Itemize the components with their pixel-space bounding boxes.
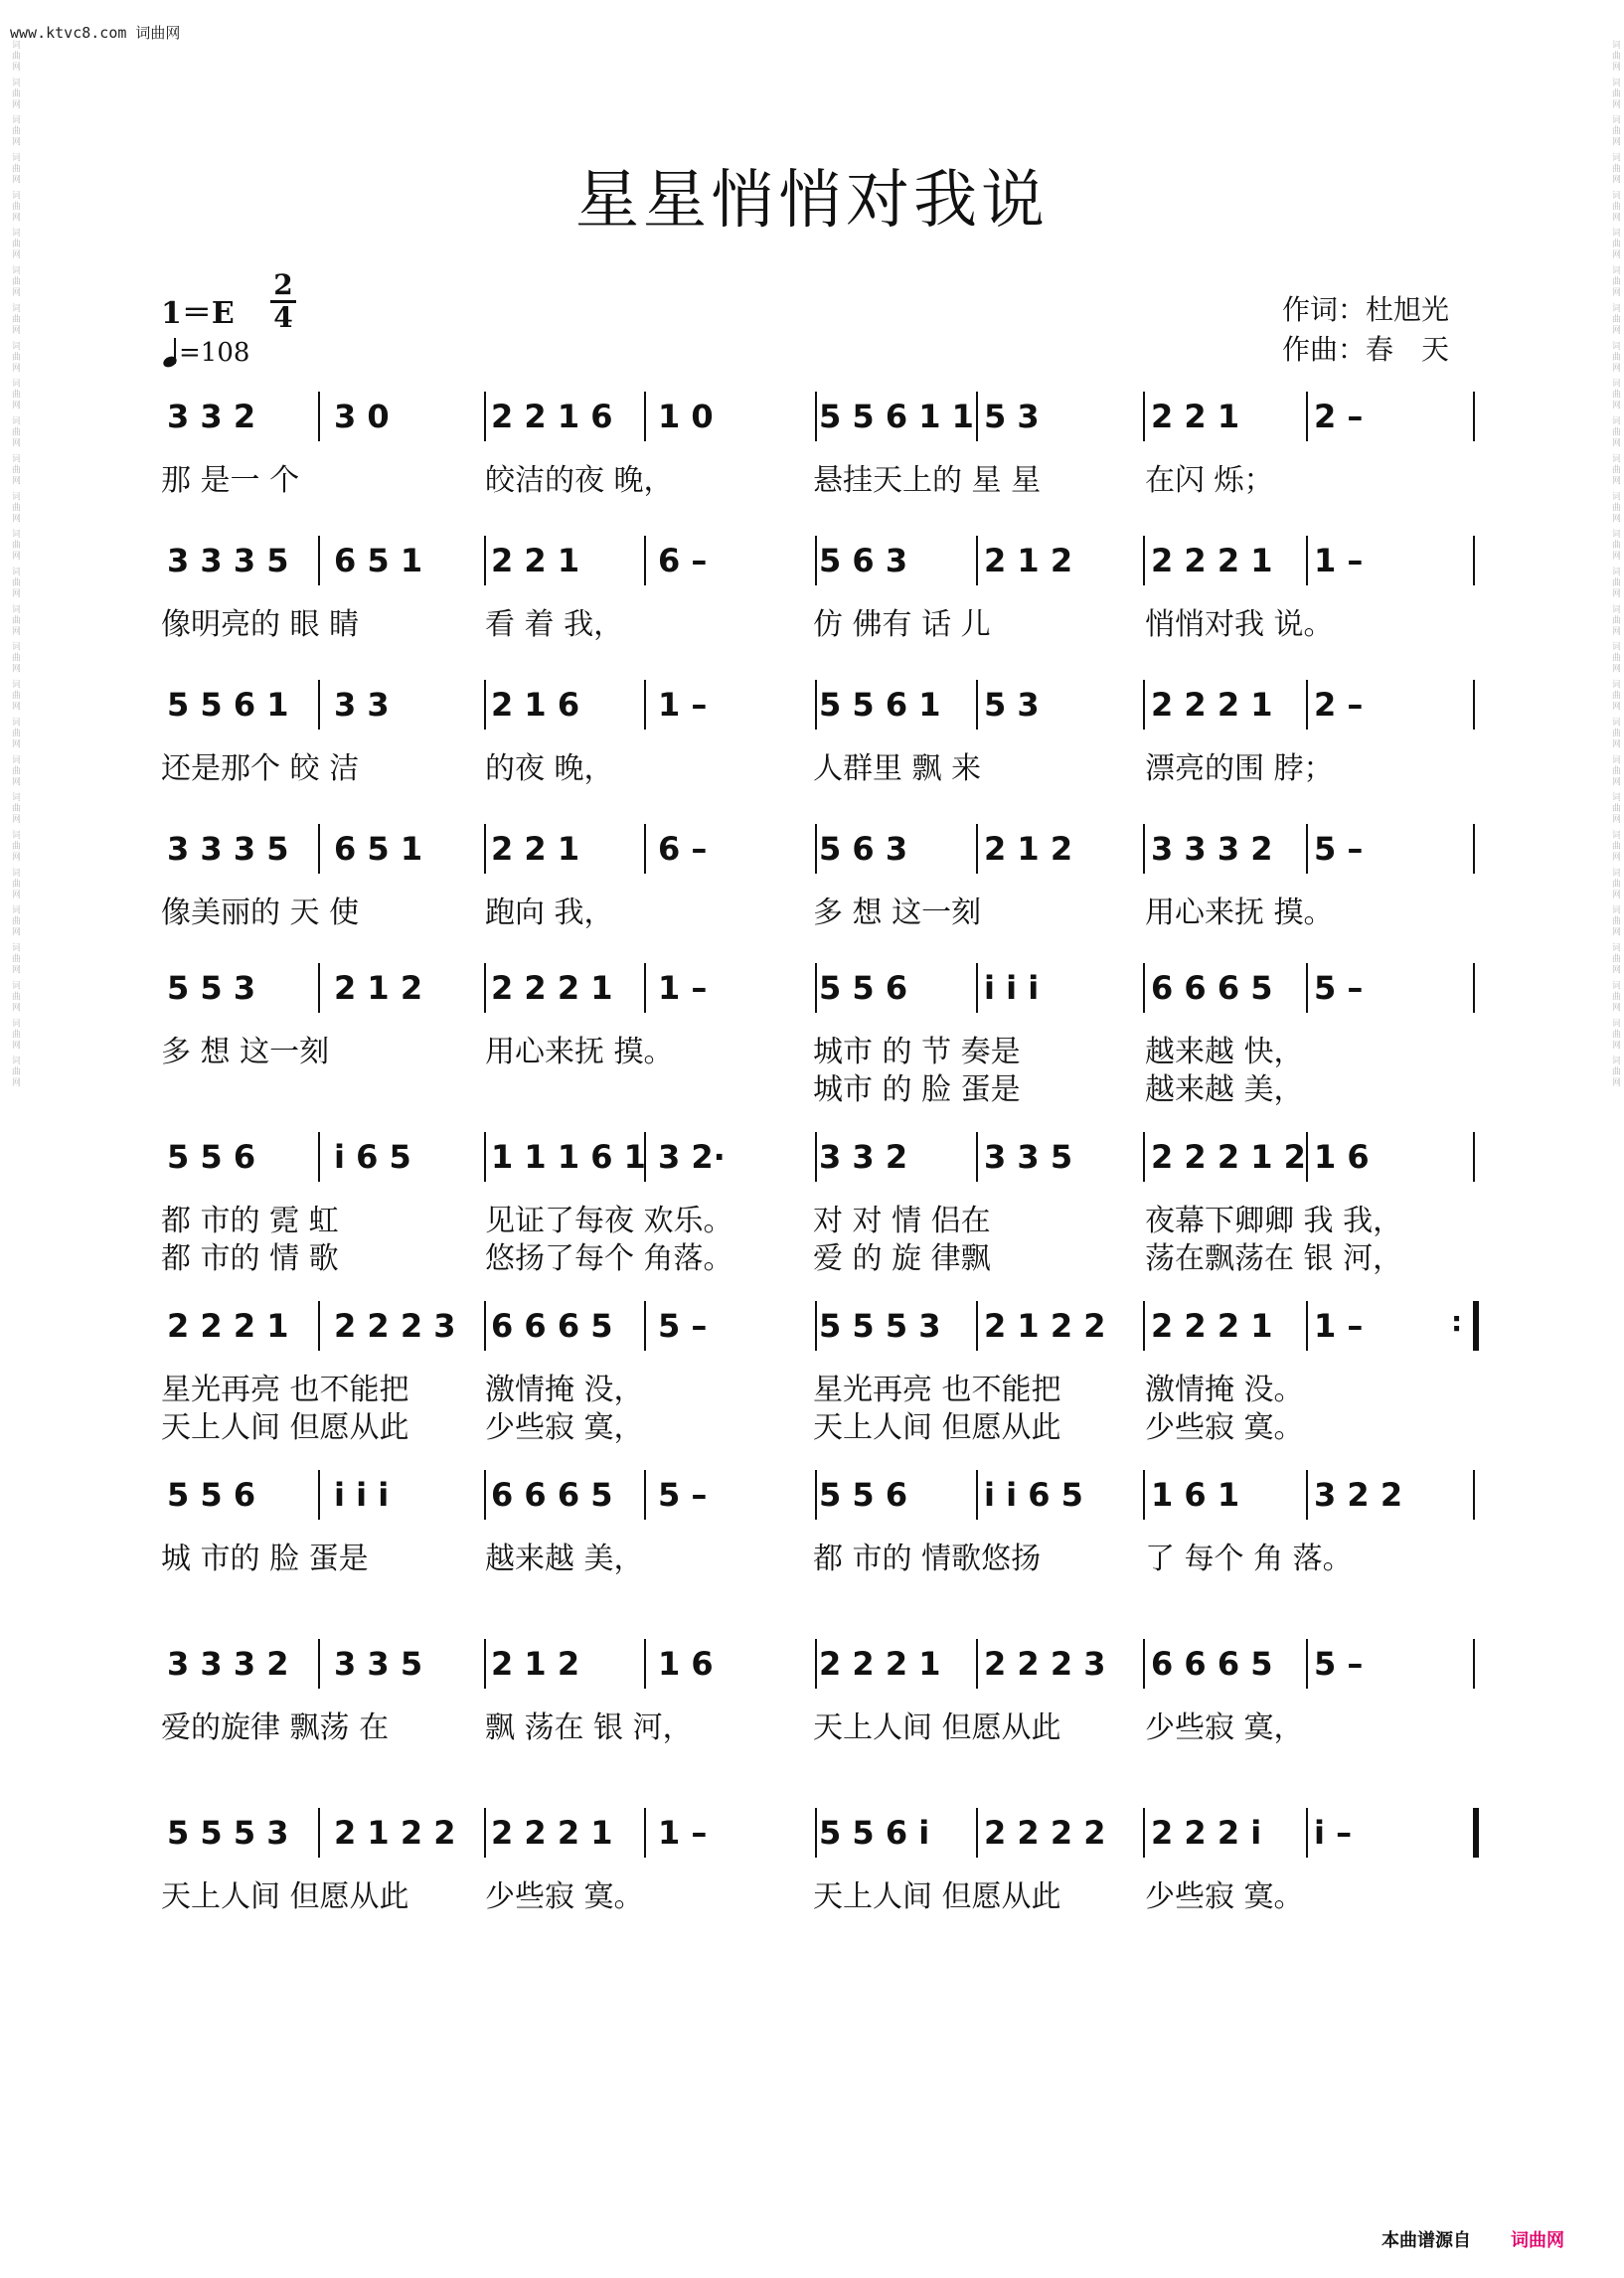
measure: 5 3 xyxy=(984,398,1040,435)
measure: 5 5 6 xyxy=(819,969,908,1007)
barline xyxy=(484,824,486,874)
lyric-line: 像明亮的 眼 睛 xyxy=(161,607,360,642)
measure: 6 6 6 5 xyxy=(491,1307,613,1345)
measure: 5 – xyxy=(658,1307,708,1345)
measure: 2 2 2 3 xyxy=(334,1307,456,1345)
lyric-line: 用心来抚 摸。 xyxy=(1145,895,1334,930)
measure: 5 5 6 xyxy=(167,1476,256,1514)
footer-source-text: 本曲谱源自 xyxy=(1381,2230,1471,2251)
barline xyxy=(1473,824,1475,874)
lyric-line: 看 着 我， xyxy=(485,607,624,642)
barline xyxy=(1473,680,1475,730)
measure: i – xyxy=(1314,1814,1353,1852)
measure: 2 2 2 3 xyxy=(984,1645,1106,1683)
barline xyxy=(1143,1639,1145,1689)
time-signature-bottom: 4 xyxy=(273,301,293,334)
measure: 1 6 1 xyxy=(1151,1476,1240,1514)
lyric-line: 多 想 这一刻 xyxy=(161,1035,330,1069)
measure: 5 5 6 i xyxy=(819,1814,930,1852)
measure: 5 – xyxy=(658,1476,708,1514)
lyric-line: 都 市的 情歌悠扬 xyxy=(813,1542,1042,1576)
measure: 2 1 2 2 xyxy=(984,1307,1106,1345)
measure: 2 1 2 2 xyxy=(334,1814,456,1852)
measure: 2 – xyxy=(1314,398,1364,435)
measure: i i i xyxy=(984,969,1040,1007)
measure: 3 3 3 2 xyxy=(167,1645,289,1683)
measure: 2 2 2 1 xyxy=(1151,1307,1273,1345)
measure: 3 3 3 2 xyxy=(1151,830,1273,868)
lyric-line: 少些寂 寞， xyxy=(1145,1710,1304,1745)
barline xyxy=(815,392,817,441)
lyric-line: 飘 荡在 银 河， xyxy=(485,1710,693,1745)
lyric-line: 仿 佛有 话 儿 xyxy=(813,607,991,642)
barline xyxy=(1143,536,1145,585)
barline xyxy=(1473,536,1475,585)
measure: 1 6 xyxy=(1314,1138,1370,1176)
measure: 1 – xyxy=(1314,1307,1364,1345)
lyric-line: 皎洁的夜 晚， xyxy=(485,463,674,498)
lyric-line: 城 市的 脸 蛋是 xyxy=(161,1542,369,1576)
measure: 2 2 2 1 xyxy=(491,1814,613,1852)
lyric-line: 用心来抚 摸。 xyxy=(485,1035,674,1069)
barline xyxy=(484,392,486,441)
composer: 作曲：春 天 xyxy=(1282,333,1450,366)
quarter-note-icon xyxy=(161,338,179,368)
lyric-line: 还是那个 皎 洁 xyxy=(161,751,360,786)
measure: 3 3 5 xyxy=(984,1138,1073,1176)
measure: 3 3 2 xyxy=(167,398,256,435)
lyric-line-second-verse: 城市 的 脸 蛋是 xyxy=(813,1072,1021,1107)
measure: 5 5 6 1 xyxy=(167,686,289,724)
measure: i 6 5 xyxy=(334,1138,411,1176)
measure: 2 1 2 xyxy=(984,830,1073,868)
measure: 2 2 2 1 xyxy=(491,969,613,1007)
measure: 6 6 6 5 xyxy=(1151,969,1273,1007)
measure: 1 – xyxy=(658,1814,708,1852)
measure: i i 6 5 xyxy=(984,1476,1083,1514)
barline xyxy=(1473,1639,1475,1689)
measure: 2 2 1 6 xyxy=(491,398,613,435)
barline xyxy=(1473,392,1475,441)
lyric-line-second-verse: 悠扬了每个 角落。 xyxy=(485,1241,733,1276)
barline xyxy=(484,963,486,1013)
measure: 6 6 6 5 xyxy=(491,1476,613,1514)
measure: 5 5 6 xyxy=(819,1476,908,1514)
measure: 2 1 2 xyxy=(491,1645,580,1683)
lyric-line-second-verse: 荡在飘荡在 银 河， xyxy=(1145,1241,1403,1276)
time-signature xyxy=(268,270,298,333)
barline xyxy=(484,1132,486,1182)
measure: 3 3 xyxy=(334,686,390,724)
lyric-line: 见证了每夜 欢乐。 xyxy=(485,1204,733,1238)
measure: 5 6 3 xyxy=(819,830,908,868)
measure: 1 – xyxy=(1314,542,1364,579)
lyric-line: 在闪 烁； xyxy=(1145,463,1274,498)
site-watermark: www.ktvc8.com 词曲网 xyxy=(10,24,181,42)
measure: 1 – xyxy=(658,686,708,724)
lyric-line: 激情掩 没， xyxy=(485,1373,644,1407)
measure: 2 2 1 xyxy=(491,542,580,579)
measure: 2 2 2 1 xyxy=(1151,686,1273,724)
barline xyxy=(484,1301,486,1351)
lyric-line: 星光再亮 也不能把 xyxy=(813,1373,1061,1407)
lyric-line: 悬挂天上的 星 星 xyxy=(813,463,1042,498)
measure: 1 0 xyxy=(658,398,714,435)
barline xyxy=(1473,1470,1475,1520)
measure: 5 5 6 1 1 xyxy=(819,398,974,435)
lyric-line-second-verse: 天上人间 但愿从此 xyxy=(813,1410,1061,1445)
lyric-line: 星光再亮 也不能把 xyxy=(161,1373,409,1407)
measure: 1 6 xyxy=(658,1645,714,1683)
barline xyxy=(815,824,817,874)
barline xyxy=(484,536,486,585)
lyric-line: 城市 的 节 奏是 xyxy=(813,1035,1021,1069)
lyric-line: 天上人间 但愿从此 xyxy=(813,1710,1061,1745)
right-side-watermark: 词曲网 词曲网 词曲网 词曲网 词曲网 词曲网 词曲网 词曲网 词曲网 词曲网 词曲网 词曲网 词曲网 词曲网 词曲网 词曲网 词曲网 词曲网 词曲网 词曲网 词曲网 词曲网 词曲网 词曲网 词曲网 词曲网 词曲网 词曲网 xyxy=(1610,40,1620,1089)
measure: 3 3 3 5 xyxy=(167,830,289,868)
measure: 6 6 6 5 xyxy=(1151,1645,1273,1683)
lyric-line: 那 是一 个 xyxy=(161,463,300,498)
measure: 2 2 2 i xyxy=(1151,1814,1262,1852)
barline xyxy=(1143,1132,1145,1182)
lyric-line: 悄悄对我 说。 xyxy=(1145,607,1334,642)
lyric-line: 了 每个 角 落。 xyxy=(1145,1542,1353,1576)
barline xyxy=(815,1639,817,1689)
barline xyxy=(484,1808,486,1858)
barline xyxy=(1473,1132,1475,1182)
lyric-line: 少些寂 寞。 xyxy=(1145,1879,1304,1914)
barline xyxy=(1143,1301,1145,1351)
credits xyxy=(1282,290,1449,370)
measure: 3 3 3 5 xyxy=(167,542,289,579)
barline xyxy=(815,1132,817,1182)
barline xyxy=(815,963,817,1013)
measure: 5 5 6 1 xyxy=(819,686,941,724)
lyric-line: 夜幕下卿卿 我 我， xyxy=(1145,1204,1403,1238)
barline xyxy=(1143,1470,1145,1520)
measure: 3 2· xyxy=(658,1138,726,1176)
barline xyxy=(1143,1808,1145,1858)
measure: 2 2 1 xyxy=(1151,398,1240,435)
measure: 5 5 5 3 xyxy=(819,1307,941,1345)
measure: 2 2 2 2 xyxy=(984,1814,1106,1852)
measure: 5 3 xyxy=(984,686,1040,724)
measure: 6 – xyxy=(658,830,708,868)
barline xyxy=(1143,680,1145,730)
barline xyxy=(1143,963,1145,1013)
lyric-line-second-verse: 爱 的 旋 律飘 xyxy=(813,1241,991,1276)
measure: i i i xyxy=(334,1476,390,1514)
tempo-marking xyxy=(161,338,249,368)
lyric-line: 天上人间 但愿从此 xyxy=(813,1879,1061,1914)
measure: 5 – xyxy=(1314,969,1364,1007)
measure: 2 – xyxy=(1314,686,1364,724)
measure: 2 1 2 xyxy=(984,542,1073,579)
measure: 2 1 2 xyxy=(334,969,423,1007)
lyric-line: 像美丽的 天 使 xyxy=(161,895,360,930)
measure: 5 – xyxy=(1314,1645,1364,1683)
lyric-line: 越来越 快， xyxy=(1145,1035,1304,1069)
measure: 5 – xyxy=(1314,830,1364,868)
measure: 6 5 1 xyxy=(334,542,423,579)
measure: 3 3 5 xyxy=(334,1645,423,1683)
lyric-line: 天上人间 但愿从此 xyxy=(161,1879,409,1914)
measure: 1 1 1 6 1 xyxy=(491,1138,646,1176)
time-signature-top: 2 xyxy=(273,268,293,301)
lyric-line: 的夜 晚， xyxy=(485,751,614,786)
barline xyxy=(815,1808,817,1858)
lyric-line: 激情掩 没。 xyxy=(1145,1373,1304,1407)
lyric-line: 漂亮的围 脖； xyxy=(1145,751,1334,786)
measure: 1 – xyxy=(658,969,708,1007)
key-signature: 1＝E xyxy=(161,296,235,331)
measure: 5 5 5 3 xyxy=(167,1814,289,1852)
measure: 2 2 2 1 2 xyxy=(1151,1138,1306,1176)
barline xyxy=(815,1470,817,1520)
barline xyxy=(484,1639,486,1689)
measure: 6 – xyxy=(658,542,708,579)
lyric-line-second-verse: 越来越 美， xyxy=(1145,1072,1304,1107)
lyric-line-second-verse: 少些寂 寞， xyxy=(485,1410,644,1445)
measure: 2 2 2 1 xyxy=(819,1645,941,1683)
lyric-line: 越来越 美， xyxy=(485,1542,644,1576)
barline xyxy=(815,680,817,730)
lyric-line: 人群里 飘 来 xyxy=(813,751,982,786)
measure: 5 6 3 xyxy=(819,542,908,579)
lyricist: 作词：杜旭光 xyxy=(1282,293,1450,326)
measure: 6 5 1 xyxy=(334,830,423,868)
barline xyxy=(484,1470,486,1520)
song-title: 星星悄悄对我说 xyxy=(575,164,1049,238)
left-side-watermark: 词曲网 词曲网 词曲网 词曲网 词曲网 词曲网 词曲网 词曲网 词曲网 词曲网 词曲网 词曲网 词曲网 词曲网 词曲网 词曲网 词曲网 词曲网 词曲网 词曲网 词曲网 词曲网 词曲网 词曲网 词曲网 词曲网 词曲网 词曲网 xyxy=(10,40,20,1089)
lyric-line-second-verse: 都 市的 情 歌 xyxy=(161,1241,339,1276)
measure: 5 5 3 xyxy=(167,969,256,1007)
lyric-line: 跑向 我， xyxy=(485,895,614,930)
measure: 3 2 2 xyxy=(1314,1476,1403,1514)
lyric-line: 少些寂 寞。 xyxy=(485,1879,644,1914)
lyric-line: 爱的旋律 飘荡 在 xyxy=(161,1710,390,1745)
barline xyxy=(1143,392,1145,441)
measure: 2 1 6 xyxy=(491,686,580,724)
measure: 2 2 2 1 xyxy=(167,1307,289,1345)
barline xyxy=(1473,1808,1479,1858)
lyric-line: 多 想 这一刻 xyxy=(813,895,982,930)
measure: 3 0 xyxy=(334,398,390,435)
barline xyxy=(484,680,486,730)
barline xyxy=(815,536,817,585)
measure: 2 2 2 1 xyxy=(1151,542,1273,579)
lyric-line-second-verse: 少些寂 寞。 xyxy=(1145,1410,1304,1445)
tempo-value: =108 xyxy=(179,338,250,368)
measure: 5 5 6 xyxy=(167,1138,256,1176)
measure: 3 3 2 xyxy=(819,1138,908,1176)
measure: 2 2 1 xyxy=(491,830,580,868)
footer-brand: 词曲网 xyxy=(1511,2230,1564,2251)
lyric-line: 对 对 情 侣在 xyxy=(813,1204,991,1238)
lyric-line: 都 市的 霓 虹 xyxy=(161,1204,339,1238)
barline xyxy=(1143,824,1145,874)
barline xyxy=(1473,1301,1479,1351)
lyric-line-second-verse: 天上人间 但愿从此 xyxy=(161,1410,409,1445)
footer xyxy=(1381,2226,1564,2252)
barline xyxy=(1473,963,1475,1013)
repeat-sign-icon: : xyxy=(1451,1305,1463,1338)
barline xyxy=(815,1301,817,1351)
